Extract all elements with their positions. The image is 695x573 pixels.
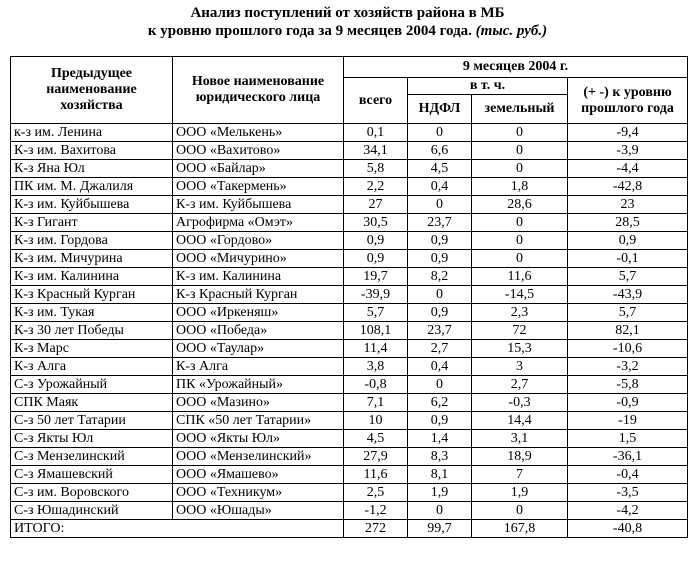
table-row (11, 286, 688, 304)
cell-prev-name: К-з им. Вахитова (11, 142, 173, 160)
cell-new-name: ООО «Иркеняш» (173, 304, 344, 322)
cell-new-name: ООО «Мензелинский» (173, 448, 344, 466)
cell-diff: 5,7 (568, 268, 688, 286)
cell-new-name: ООО «Юшады» (173, 502, 344, 520)
cell-total: 11,6 (344, 466, 408, 484)
totals-cell-ndfl: 99,7 (408, 520, 472, 538)
cell-ndfl: 0 (408, 502, 472, 520)
cell-total: 3,8 (344, 358, 408, 376)
cell-diff: -4,2 (568, 502, 688, 520)
cell-diff: -0,9 (568, 394, 688, 412)
cell-diff: -0,1 (568, 250, 688, 268)
cell-land: 2,7 (472, 376, 568, 394)
cell-diff: 28,5 (568, 214, 688, 232)
cell-land: -14,5 (472, 286, 568, 304)
cell-prev-name: С-з Юшадинский (11, 502, 173, 520)
cell-prev-name: К-з Яна Юл (11, 160, 173, 178)
cell-new-name: ПК «Урожайный» (173, 376, 344, 394)
cell-land: 2,3 (472, 304, 568, 322)
cell-land: 14,4 (472, 412, 568, 430)
revenue-table (10, 56, 688, 538)
cell-total: -1,2 (344, 502, 408, 520)
cell-ndfl: 0,4 (408, 178, 472, 196)
cell-diff: -3,9 (568, 142, 688, 160)
header-incl: в т. ч. (408, 78, 568, 95)
cell-ndfl: 0 (408, 286, 472, 304)
cell-land: 0 (472, 160, 568, 178)
cell-ndfl: 0,9 (408, 304, 472, 322)
cell-total: 19,7 (344, 268, 408, 286)
header-prev-name: Предыдущее наименование хозяйства (11, 57, 173, 124)
cell-prev-name: К-з им. Мичурина (11, 250, 173, 268)
cell-total: 5,8 (344, 160, 408, 178)
header-period: 9 месяцев 2004 г. (344, 57, 688, 78)
table-row (11, 124, 688, 142)
header-new-name: Новое наименование юридического лица (173, 57, 344, 124)
cell-land: 1,9 (472, 484, 568, 502)
table-row (11, 160, 688, 178)
table-row (11, 142, 688, 160)
cell-total: 27 (344, 196, 408, 214)
cell-land: 28,6 (472, 196, 568, 214)
cell-total: 2,2 (344, 178, 408, 196)
cell-total: 108,1 (344, 322, 408, 340)
cell-diff: -9,4 (568, 124, 688, 142)
table-body (11, 124, 688, 538)
cell-diff: -19 (568, 412, 688, 430)
cell-new-name: К-з им. Калинина (173, 268, 344, 286)
cell-new-name: ООО «Таулар» (173, 340, 344, 358)
cell-land: 0 (472, 250, 568, 268)
cell-total: 27,9 (344, 448, 408, 466)
table-row (11, 322, 688, 340)
cell-land: 7 (472, 466, 568, 484)
cell-total: 0,9 (344, 250, 408, 268)
cell-land: 18,9 (472, 448, 568, 466)
cell-ndfl: 8,3 (408, 448, 472, 466)
cell-ndfl: 0 (408, 196, 472, 214)
cell-new-name: ООО «Гордово» (173, 232, 344, 250)
cell-new-name: ООО «Победа» (173, 322, 344, 340)
table-row (11, 502, 688, 520)
cell-new-name: Агрофирма «Омэт» (173, 214, 344, 232)
cell-new-name: ООО «Якты Юл» (173, 430, 344, 448)
cell-diff: -3,5 (568, 484, 688, 502)
cell-ndfl: 8,1 (408, 466, 472, 484)
cell-new-name: ООО «Мелькень» (173, 124, 344, 142)
cell-new-name: СПК «50 лет Татарии» (173, 412, 344, 430)
cell-ndfl: 0,9 (408, 412, 472, 430)
cell-land: -0,3 (472, 394, 568, 412)
cell-diff: 23 (568, 196, 688, 214)
cell-prev-name: К-з им. Тукая (11, 304, 173, 322)
cell-prev-name: С-з Мензелинский (11, 448, 173, 466)
cell-prev-name: С-з им. Воровского (11, 484, 173, 502)
cell-land: 72 (472, 322, 568, 340)
cell-diff: -36,1 (568, 448, 688, 466)
report-title-period: к уровню прошлого года за 9 месяцев 2004 года. (147, 23, 472, 39)
totals-cell-total: 272 (344, 520, 408, 538)
table-row (11, 232, 688, 250)
cell-ndfl: 1,4 (408, 430, 472, 448)
cell-land: 3,1 (472, 430, 568, 448)
header-land: земельный (472, 95, 568, 124)
cell-prev-name: С-з Урожайный (11, 376, 173, 394)
cell-total: 2,5 (344, 484, 408, 502)
cell-new-name: ООО «Техникум» (173, 484, 344, 502)
cell-total: 0,1 (344, 124, 408, 142)
cell-ndfl: 0,9 (408, 250, 472, 268)
table-row (11, 412, 688, 430)
table-row (11, 304, 688, 322)
cell-diff: -3,2 (568, 358, 688, 376)
cell-prev-name: С-з 50 лет Татарии (11, 412, 173, 430)
cell-diff: -0,4 (568, 466, 688, 484)
report-title-line1: Анализ поступлений от хозяйств района в МБ (190, 5, 505, 21)
totals-cell-diff: -40,8 (568, 520, 688, 538)
table-row (11, 448, 688, 466)
cell-ndfl: 4,5 (408, 160, 472, 178)
cell-ndfl: 0 (408, 124, 472, 142)
cell-total: 11,4 (344, 340, 408, 358)
cell-ndfl: 23,7 (408, 322, 472, 340)
cell-new-name: К-з Алга (173, 358, 344, 376)
totals-row (11, 520, 688, 538)
cell-total: -39,9 (344, 286, 408, 304)
table-row (11, 484, 688, 502)
cell-new-name: ООО «Байлар» (173, 160, 344, 178)
cell-total: 0,9 (344, 232, 408, 250)
header-ndfl: НДФЛ (408, 95, 472, 124)
cell-ndfl: 0 (408, 376, 472, 394)
cell-land: 0 (472, 142, 568, 160)
cell-ndfl: 6,2 (408, 394, 472, 412)
table-row (11, 430, 688, 448)
cell-land: 0 (472, 232, 568, 250)
cell-prev-name: ПК им. М. Джалиля (11, 178, 173, 196)
cell-diff: -4,4 (568, 160, 688, 178)
cell-total: -0,8 (344, 376, 408, 394)
cell-new-name: К-з Красный Курган (173, 286, 344, 304)
cell-ndfl: 0,9 (408, 232, 472, 250)
cell-diff: 5,7 (568, 304, 688, 322)
table-row (11, 376, 688, 394)
cell-land: 0 (472, 214, 568, 232)
cell-diff: -10,6 (568, 340, 688, 358)
cell-diff: -42,8 (568, 178, 688, 196)
table-row (11, 268, 688, 286)
cell-diff: -5,8 (568, 376, 688, 394)
cell-prev-name: К-з им. Куйбышева (11, 196, 173, 214)
report-title-line2 (0, 22, 695, 40)
header-diff: (+ -) к уровню прошлого года (568, 78, 688, 124)
table-row (11, 358, 688, 376)
cell-new-name: ООО «Ямашево» (173, 466, 344, 484)
cell-total: 7,1 (344, 394, 408, 412)
cell-prev-name: к-з им. Ленина (11, 124, 173, 142)
totals-cell-land: 167,8 (472, 520, 568, 538)
table-row (11, 196, 688, 214)
header-total: всего (344, 78, 408, 124)
cell-land: 0 (472, 502, 568, 520)
cell-new-name: К-з им. Куйбышева (173, 196, 344, 214)
cell-ndfl: 2,7 (408, 340, 472, 358)
table-row (11, 340, 688, 358)
cell-total: 10 (344, 412, 408, 430)
cell-ndfl: 8,2 (408, 268, 472, 286)
cell-new-name: ООО «Мичурино» (173, 250, 344, 268)
cell-ndfl: 0,4 (408, 358, 472, 376)
cell-prev-name: К-з 30 лет Победы (11, 322, 173, 340)
table-row (11, 214, 688, 232)
cell-total: 4,5 (344, 430, 408, 448)
cell-diff: 1,5 (568, 430, 688, 448)
cell-diff: 0,9 (568, 232, 688, 250)
table-row (11, 250, 688, 268)
cell-prev-name: С-з Якты Юл (11, 430, 173, 448)
cell-land: 11,6 (472, 268, 568, 286)
cell-land: 1,8 (472, 178, 568, 196)
cell-diff: -43,9 (568, 286, 688, 304)
cell-new-name: ООО «Вахитово» (173, 142, 344, 160)
cell-prev-name: К-з Красный Курган (11, 286, 173, 304)
cell-ndfl: 6,6 (408, 142, 472, 160)
cell-prev-name: СПК Маяк (11, 394, 173, 412)
cell-total: 30,5 (344, 214, 408, 232)
cell-total: 34,1 (344, 142, 408, 160)
cell-ndfl: 23,7 (408, 214, 472, 232)
cell-prev-name: К-з им. Калинина (11, 268, 173, 286)
cell-new-name: ООО «Такермень» (173, 178, 344, 196)
table-row (11, 394, 688, 412)
cell-prev-name: С-з Ямашевский (11, 466, 173, 484)
cell-prev-name: К-з им. Гордова (11, 232, 173, 250)
report-title-unit: (тыс. руб.) (475, 23, 548, 39)
cell-new-name: ООО «Мазино» (173, 394, 344, 412)
table-row (11, 466, 688, 484)
cell-total: 5,7 (344, 304, 408, 322)
cell-land: 15,3 (472, 340, 568, 358)
cell-ndfl: 1,9 (408, 484, 472, 502)
cell-prev-name: К-з Алга (11, 358, 173, 376)
totals-label: ИТОГО: (11, 520, 344, 538)
cell-diff: 82,1 (568, 322, 688, 340)
cell-land: 0 (472, 124, 568, 142)
table-row (11, 178, 688, 196)
cell-prev-name: К-з Марс (11, 340, 173, 358)
cell-land: 3 (472, 358, 568, 376)
cell-prev-name: К-з Гигант (11, 214, 173, 232)
